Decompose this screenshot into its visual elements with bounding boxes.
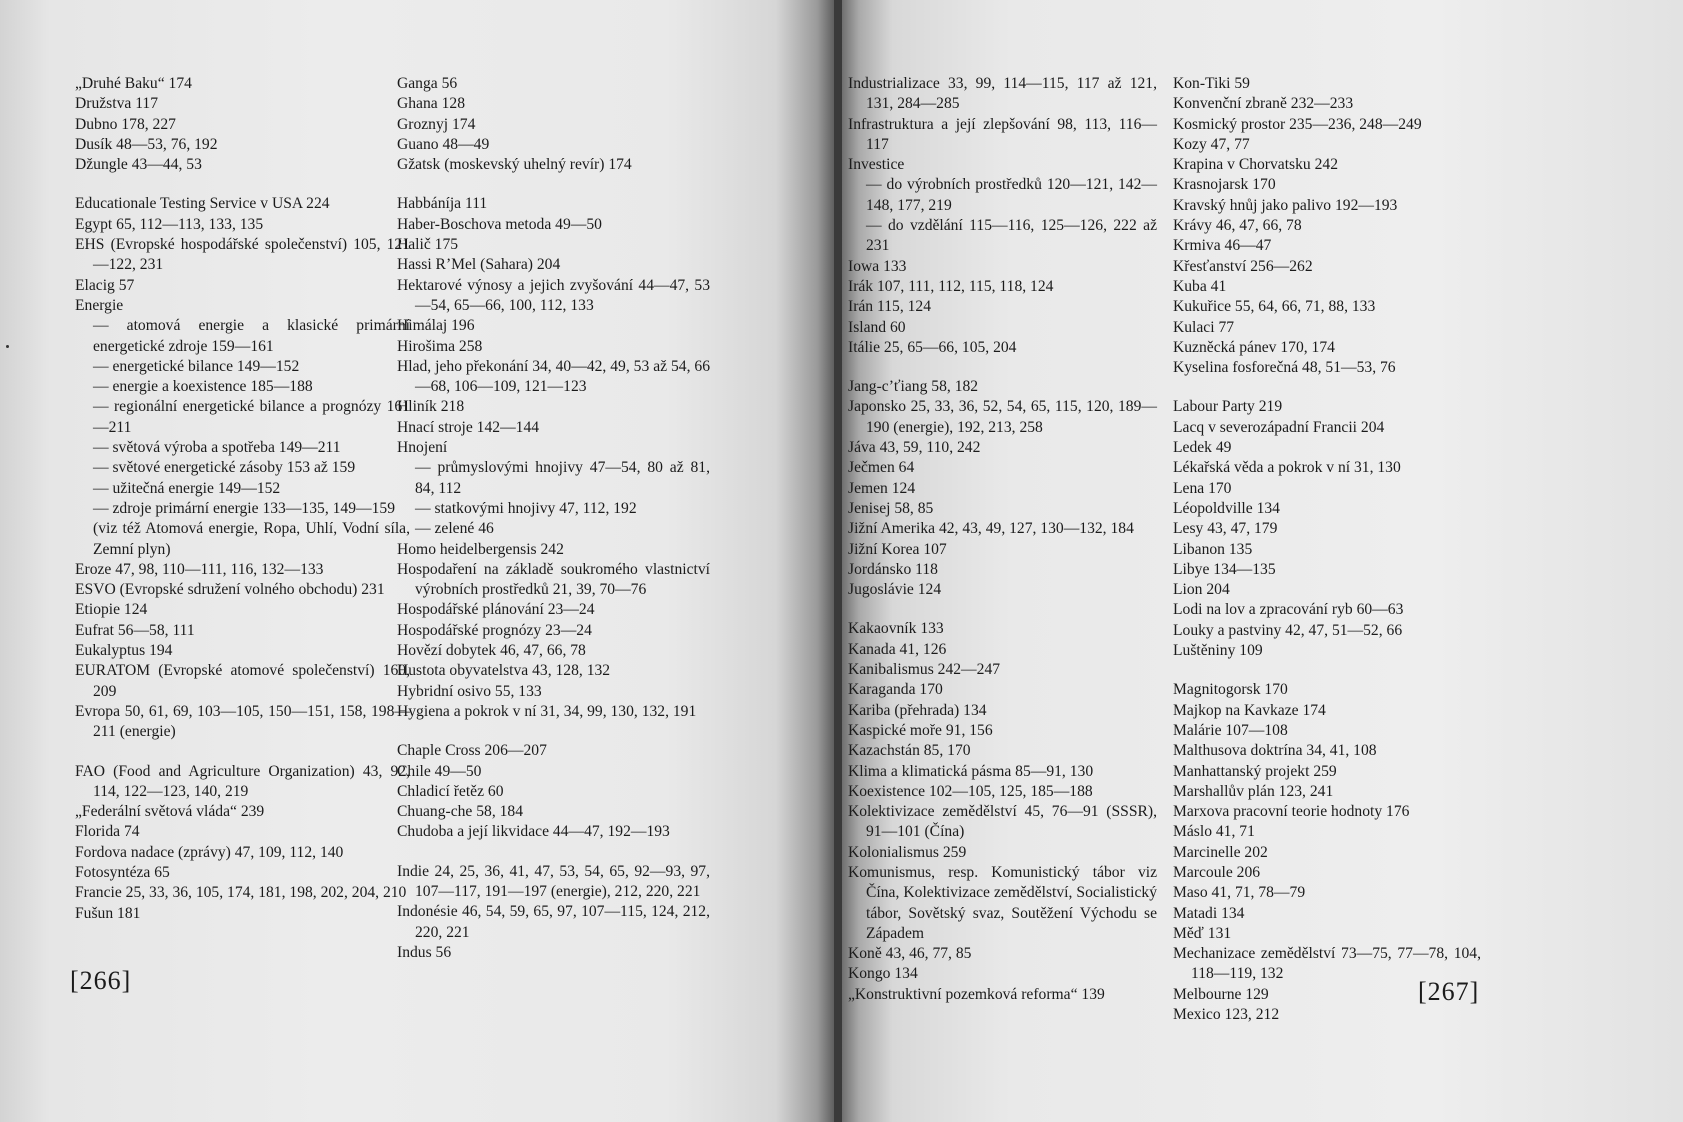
index-entry: Matadi 134	[1173, 904, 1245, 922]
index-entry: Jáva 43, 59, 110, 242	[848, 439, 981, 457]
index-entry: Hirošima 258	[397, 337, 483, 355]
index-column-left-1	[75, 74, 410, 943]
index-entry: Hygiena a pokrok v ní 31, 34, 99, 130, 132, 191	[397, 702, 697, 720]
index-entry: Jordánsko 118	[848, 560, 938, 578]
index-subentry: — do výrobních prostředků 120—121, 142—148, 177, 219	[866, 176, 1157, 214]
index-entry: Lékařská věda a pokrok v ní 31, 130	[1173, 459, 1401, 477]
index-entry: Křesťanství 256—262	[1173, 257, 1313, 275]
index-entry: Manhattanský projekt 259	[1173, 762, 1337, 780]
index-subentry: — atomová energie a klasické primární energetické zdroje 159—161	[93, 317, 410, 355]
index-entry: Hybridní osivo 55, 133	[397, 682, 542, 700]
index-entry: Kariba (přehrada) 134	[848, 701, 987, 719]
index-entry: Lacq v severozápadní Francii 204	[1173, 418, 1385, 436]
index-entry: Lion 204	[1173, 581, 1230, 599]
index-entry: Léopoldville 134	[1173, 499, 1280, 517]
index-letter-group	[75, 74, 410, 175]
index-entry: Marcoule 206	[1173, 863, 1261, 881]
index-entry: Japonsko 25, 33, 36, 52, 54, 65, 115, 120, 189—190 (energie), 192, 213, 258	[848, 398, 1157, 436]
index-entry: Marxova pracovní teorie hodnoty 176	[1173, 803, 1410, 821]
index-entry: Eroze 47, 98, 110—111, 116, 132—133	[75, 560, 324, 578]
index-letter-group	[397, 862, 710, 963]
index-entry: Energie	[75, 296, 124, 314]
index-entry: Malárie 107—108	[1173, 721, 1288, 739]
index-entry: Karaganda 170	[848, 681, 943, 699]
index-entry: Kukuřice 55, 64, 66, 71, 88, 133	[1173, 298, 1376, 316]
index-entry: Kosmický prostor 235—236, 248—249	[1173, 115, 1422, 133]
index-entry: Hassi R’Mel (Sahara) 204	[397, 256, 561, 274]
index-entry: Elacig 57	[75, 276, 135, 294]
index-entry: Máslo 41, 71	[1173, 823, 1255, 841]
index-entry: Haber-Boschova metoda 49—50	[397, 215, 602, 233]
index-entry: Guano 48—49	[397, 135, 490, 153]
index-subentry: — regionální energetické bilance a prognózy 161—211	[93, 398, 410, 436]
index-entry: Dusík 48—53, 76, 192	[75, 135, 218, 153]
index-entry: Florida 74	[75, 823, 140, 841]
page-number-right: [267]	[1418, 977, 1480, 1006]
index-entry: Magnitogorsk 170	[1173, 681, 1288, 699]
index-entry: Hospodaření na základě soukromého vlastnictví výrobních prostředků 21, 39, 70—76	[397, 560, 710, 599]
index-entry: Komunismus, resp. Komunistický tábor viz Čína, Kolektivizace zemědělství, Socialistický tábor, Sovětský svaz, Soutěžení Východu se Západem	[848, 863, 1157, 942]
index-entry: Fotosyntéza 65	[75, 863, 170, 881]
index-entry: Kanibalismus 242—247	[848, 661, 1001, 679]
index-entry: EHS (Evropské hospodářské společenství) 105, 121—122, 231	[75, 236, 410, 274]
index-entry: Mexico 123, 212	[1173, 1006, 1280, 1024]
index-entry: Družstva 117	[75, 95, 159, 113]
index-entry: Halič 175	[397, 236, 459, 254]
index-entry: Ganga 56	[397, 75, 458, 92]
right-page	[842, 0, 1683, 1122]
index-entry: Louky a pastviny 42, 47, 51—52, 66	[1173, 621, 1403, 639]
index-entry: Chudoba a její likvidace 44—47, 192—193	[397, 823, 670, 841]
index-entry: Groznyj 174	[397, 115, 476, 133]
index-entry: Irák 107, 111, 112, 115, 118, 124	[848, 277, 1054, 295]
index-entry: Educationale Testing Service v USA 224	[75, 195, 330, 213]
index-letter-group	[397, 741, 710, 842]
index-entry: Chaple Cross 206—207	[397, 742, 547, 760]
index-entry: Libye 134—135	[1173, 560, 1276, 578]
index-subentry: — energetické bilance 149—152	[93, 357, 300, 375]
index-entry: Itálie 25, 65—66, 105, 204	[848, 338, 1017, 356]
index-letter-group	[848, 74, 1157, 358]
index-entry: Evropa 50, 61, 69, 103—105, 150—151, 158, 198—211 (energie)	[75, 702, 410, 741]
index-entry: Krapina v Chorvatsku 242	[1173, 156, 1339, 174]
index-entry: „Druhé Baku“ 174	[75, 75, 192, 92]
index-entry: Krávy 46, 47, 66, 78	[1173, 217, 1302, 235]
index-subentry: — statkovými hnojivy 47, 112, 192	[415, 499, 637, 517]
index-subentry: — průmyslovými hnojivy 47—54, 80 až 81, 84, 112	[415, 459, 710, 497]
index-entry: Kaspické moře 91, 156	[848, 721, 993, 739]
index-entry: Kulaci 77	[1173, 318, 1235, 336]
book-gutter	[834, 0, 842, 1122]
index-column-right-2	[1173, 74, 1481, 1044]
index-entry: Hospodářské plánování 23—24	[397, 601, 595, 619]
index-entry: Klima a klimatická pásma 85—91, 130	[848, 762, 1094, 780]
index-entry: Indonésie 46, 54, 59, 65, 97, 107—115, 124, 212, 220, 221	[397, 903, 710, 941]
index-entry: Hliník 218	[397, 398, 465, 416]
index-entry: Kuba 41	[1173, 277, 1227, 295]
index-letter-group	[1173, 680, 1481, 1025]
index-entry: Malthusova doktrína 34, 41, 108	[1173, 742, 1377, 760]
index-entry: Krasnojarsk 170	[1173, 176, 1276, 194]
index-entry: Jugoslávie 124	[848, 581, 942, 599]
index-entry: Eukalyptus 194	[75, 642, 173, 660]
index-subentry: — do vzdělání 115—116, 125—126, 222 až 231	[866, 217, 1157, 255]
index-entry: Hlad, jeho překonání 34, 40—42, 49, 53 až 54, 66—68, 106—109, 121—123	[397, 357, 710, 396]
index-entry: Irán 115, 124	[848, 298, 932, 316]
index-subentry: — zdroje primární energie 133—135, 149—159	[93, 499, 395, 517]
index-entry: Džungle 43—44, 53	[75, 156, 202, 174]
index-entry: Jižní Amerika 42, 43, 49, 127, 130—132, 184	[848, 520, 1134, 538]
index-entry: Kanada 41, 126	[848, 640, 947, 658]
index-subentry: (viz též Atomová energie, Ropa, Uhlí, Vodní síla, Zemní plyn)	[93, 520, 410, 558]
index-letter-group	[397, 74, 710, 175]
index-entry: Chile 49—50	[397, 762, 482, 780]
index-entry: Infrastruktura a její zlepšování 98, 113, 116—117	[848, 115, 1157, 153]
index-subentry: — zelené 46	[415, 520, 494, 538]
index-entry: Kozy 47, 77	[1173, 135, 1250, 153]
index-entry: Konvenční zbraně 232—233	[1173, 95, 1354, 113]
index-entry: Egypt 65, 112—113, 133, 135	[75, 215, 264, 233]
index-entry: Himálaj 196	[397, 317, 475, 335]
index-subentry: — užitečná energie 149—152	[93, 479, 281, 497]
index-entry: Jang-c’ťiang 58, 182	[848, 378, 979, 396]
index-entry: Fordova nadace (zprávy) 47, 109, 112, 140	[75, 843, 344, 861]
index-column-right-1	[848, 74, 1157, 1024]
index-entry: Krmiva 46—47	[1173, 237, 1272, 255]
index-letter-group	[1173, 74, 1481, 378]
index-entry: FAO (Food and Agriculture Organization) 43, 92, 114, 122—123, 140, 219	[75, 762, 410, 800]
index-entry: Kyselina fosforečná 48, 51—53, 76	[1173, 359, 1396, 377]
index-entry: Hnojení	[397, 439, 448, 457]
index-entry: Eufrat 56—58, 111	[75, 621, 195, 639]
index-entry: Chuang-che 58, 184	[397, 803, 524, 821]
index-subentry: — světové energetické zásoby 153 až 159	[93, 459, 356, 477]
index-entry: Hektarové výnosy a jejich zvyšování 44—47, 53—54, 65—66, 100, 112, 133	[397, 276, 710, 314]
index-entry: Fušun 181	[75, 904, 141, 922]
index-entry: Lesy 43, 47, 179	[1173, 520, 1278, 538]
index-entry: Hustota obyvatelstva 43, 128, 132	[397, 662, 611, 680]
index-entry: EURATOM (Evropské atomové společenství) 160, 209	[75, 662, 410, 700]
index-entry: Hovězí dobytek 46, 47, 66, 78	[397, 642, 586, 660]
index-entry: Koexistence 102—105, 125, 185—188	[848, 782, 1093, 800]
index-entry: Iowa 133	[848, 257, 907, 275]
index-entry: Marcinelle 202	[1173, 843, 1268, 861]
index-entry: Libanon 135	[1173, 540, 1253, 558]
index-entry: Kolektivizace zemědělství 45, 76—91 (SSSR), 91—101 (Čína)	[848, 803, 1157, 841]
index-letter-group	[848, 619, 1157, 1005]
index-entry: Měď 131	[1173, 924, 1232, 942]
index-letter-group	[397, 194, 710, 722]
index-entry: Hospodářské prognózy 23—24	[397, 621, 592, 639]
index-entry: Indie 24, 25, 36, 41, 47, 53, 54, 65, 92—93, 97, 107—117, 191—197 (energie), 212, 220, 221	[397, 862, 710, 900]
index-entry: Marshallův plán 123, 241	[1173, 782, 1334, 800]
index-entry: Ječmen 64	[848, 459, 915, 477]
index-entry: Indus 56	[397, 943, 452, 961]
index-entry: Ledek 49	[1173, 439, 1232, 457]
index-entry: Maso 41, 71, 78—79	[1173, 884, 1306, 902]
index-entry: Chladicí řetěz 60	[397, 782, 504, 800]
index-entry: Gžatsk (moskevský uhelný revír) 174	[397, 156, 632, 174]
index-letter-group	[75, 762, 410, 924]
index-entry: Labour Party 219	[1173, 398, 1283, 416]
index-entry: Kuzněcká pánev 170, 174	[1173, 338, 1335, 356]
index-entry: Hnací stroje 142—144	[397, 418, 540, 436]
index-entry: Habbáníja 111	[397, 195, 488, 213]
index-subentry: — světová výroba a spotřeba 149—211	[93, 439, 341, 457]
paper-speck	[6, 345, 9, 348]
index-entry: Etiopie 124	[75, 601, 148, 619]
index-entry: Kakaovník 133	[848, 620, 944, 638]
index-entry: Majkop na Kavkaze 174	[1173, 701, 1326, 719]
index-entry: „Konstruktivní pozemková reforma“ 139	[848, 985, 1105, 1003]
index-entry: Jižní Korea 107	[848, 540, 947, 558]
index-entry: Mechanizace zemědělství 73—75, 77—78, 104, 118—119, 132	[1173, 945, 1481, 983]
index-entry: Kongo 134	[848, 965, 918, 983]
index-entry: Dubno 178, 227	[75, 115, 176, 133]
index-entry: Francie 25, 33, 36, 105, 174, 181, 198, 202, 204, 210	[75, 884, 407, 902]
index-letter-group	[1173, 397, 1481, 661]
index-entry: Industrializace 33, 99, 114—115, 117 až 121, 131, 284—285	[848, 75, 1157, 113]
index-entry: Melbourne 129	[1173, 985, 1269, 1003]
index-entry: ESVO (Evropské sdružení volného obchodu) 231	[75, 581, 385, 599]
index-entry: Kazachstán 85, 170	[848, 742, 971, 760]
index-letter-group	[848, 377, 1157, 600]
index-entry: Kolonialismus 259	[848, 843, 967, 861]
index-entry: Jemen 124	[848, 479, 916, 497]
index-column-left-2	[397, 74, 710, 982]
left-page	[0, 0, 834, 1122]
index-subentry: — energie a koexistence 185—188	[93, 378, 313, 396]
index-entry: Jenisej 58, 85	[848, 499, 934, 517]
index-entry: Luštěniny 109	[1173, 642, 1263, 660]
index-entry: Lena 170	[1173, 479, 1232, 497]
page-number-left: [266]	[70, 966, 132, 995]
index-entry: Ghana 128	[397, 95, 465, 113]
index-letter-group	[75, 194, 410, 742]
index-entry: Koně 43, 46, 77, 85	[848, 945, 972, 963]
index-entry: Island 60	[848, 318, 906, 336]
index-entry: Kon-Tiki 59	[1173, 75, 1250, 92]
index-entry: Investice	[848, 156, 905, 174]
index-entry: Kravský hnůj jako palivo 192—193	[1173, 196, 1398, 214]
index-entry: „Federální světová vláda“ 239	[75, 803, 265, 821]
index-entry: Homo heidelbergensis 242	[397, 540, 564, 558]
index-entry: Lodi na lov a zpracování ryb 60—63	[1173, 601, 1404, 619]
